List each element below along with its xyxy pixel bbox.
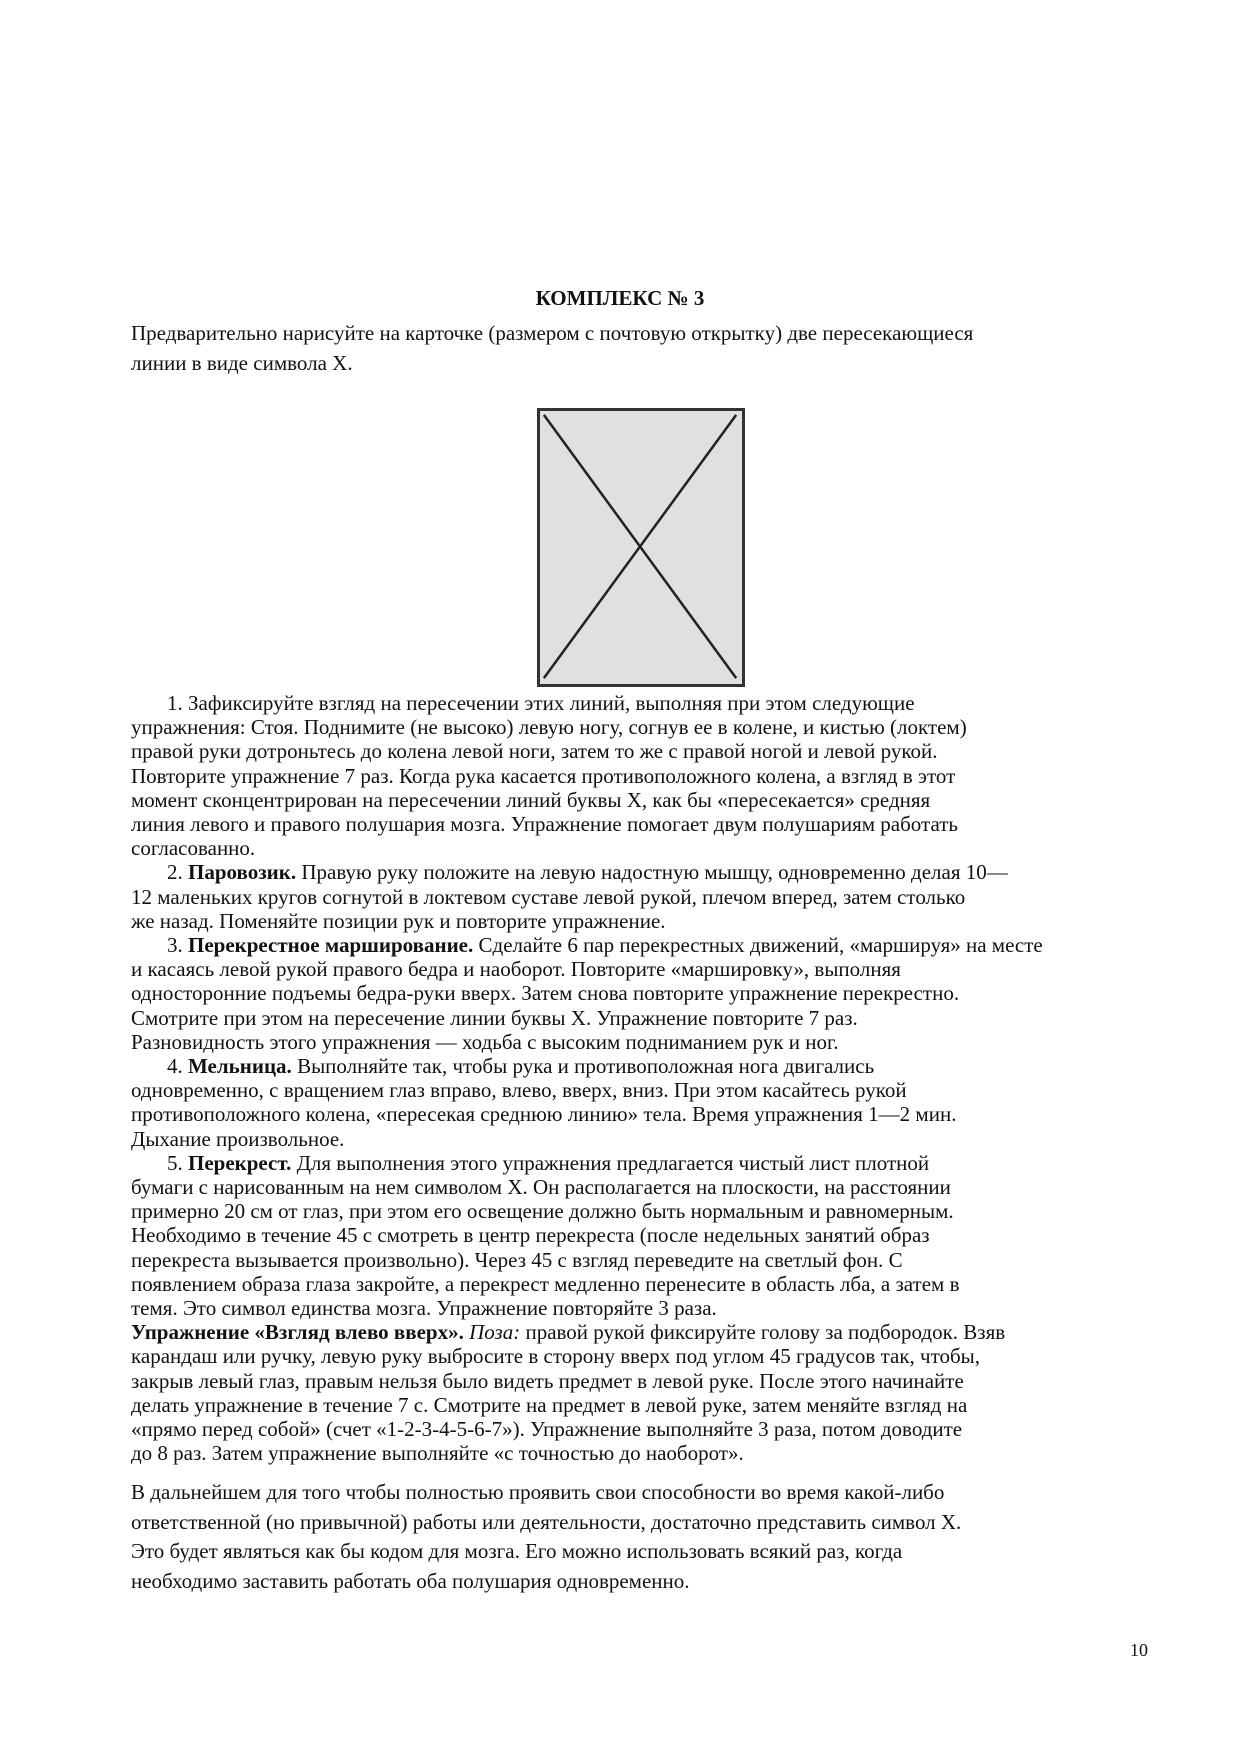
exercise-5 xyxy=(131,1151,1131,1320)
exercises-section xyxy=(131,691,1131,1466)
text-line: 2. Паровозик. Правую руку положите на левую надостную мышцу, одновременно делая 10— xyxy=(167,860,1008,885)
exercise-number: 3. xyxy=(167,933,183,958)
text-line: до 8 раз. Затем упражнение выполняйте «с точностью до наоборот». xyxy=(131,1441,744,1466)
intro-paragraph xyxy=(131,318,1131,378)
text-line: линии в виде символа X. xyxy=(131,351,353,375)
exercise-4 xyxy=(131,1054,1131,1151)
text-line: В дальнейшем для того чтобы полностью проявить свои способности во время какой-либо xyxy=(131,1480,945,1504)
text-line: бумаги с нарисованным на нем символом X. Он располагается на плоскости, на расстоянии xyxy=(131,1175,951,1200)
text-line: Разновидность этого упражнения — ходьба с высоким подниманием рук и ног. xyxy=(131,1029,839,1054)
gaze-exercise xyxy=(131,1320,1131,1465)
exercise-number: 1. xyxy=(167,691,183,715)
text-line: 1. Зафиксируйте взгляд на пересечении этих линий, выполняя при этом следующие xyxy=(167,691,915,715)
text-line: односторонние подъемы бедра-руки вверх. Затем снова повторите упражнение перекрестно. xyxy=(131,981,960,1006)
x-symbol-card-figure xyxy=(537,408,745,687)
text-line: Дыхание произвольное. xyxy=(131,1126,345,1151)
text-line: упражнения: Стоя. Поднимите (не высоко) левую ногу, согнув ее в колене, и кистью (локтем) xyxy=(131,715,967,740)
exercise-name: Упражнение «Взгляд влево вверх». xyxy=(131,1320,464,1345)
exercise-1 xyxy=(131,691,1131,860)
pose-label: Поза: xyxy=(469,1320,521,1345)
text-line: 12 маленьких кругов согнутой в локтевом суставе левой рукой, плечом вперед, затем столько xyxy=(131,884,966,909)
conclusion-paragraph xyxy=(131,1478,1131,1596)
text-line: карандаш или ручку, левую руку выбросите в сторону вверх под углом 45 градусов так, чтобы, xyxy=(131,1344,981,1369)
text-line: и касаясь левой рукой правого бедра и наоборот. Повторите «маршировку», выполняя xyxy=(131,957,901,982)
text-line: примерно 20 см от глаз, при этом его освещение должно быть нормальным и равномерным. xyxy=(131,1199,954,1224)
text-line: ответственной (но привычной) работы или деятельности, достаточно представить символ X. xyxy=(131,1509,962,1534)
page-number: 10 xyxy=(1130,1640,1148,1660)
text-line: 3. Перекрестное марширование. Сделайте 6 пар перекрестных движений, «маршируя» на месте xyxy=(167,933,1043,958)
text-line: согласованно. xyxy=(131,836,256,861)
text-line: делать упражнение в течение 7 с. Смотрите на предмет в левой руке, затем меняйте взгляд на xyxy=(131,1392,968,1417)
x-cross-icon xyxy=(540,411,742,684)
text-line: «прямо перед собой» (счет «1-2-3-4-5-6-7»). Упражнение выполняйте 3 раза, потом доводите xyxy=(131,1417,963,1442)
text-line: одновременно, с вращением глаз вправо, влево, вверх, вниз. При этом касайтесь рукой xyxy=(131,1078,907,1103)
text-line: момент сконцентрирован на пересечении линий буквы X, как бы «пересекается» средняя xyxy=(131,787,931,812)
text-line: темя. Это символ единства мозга. Упражнение повторяйте 3 раза. xyxy=(131,1296,717,1321)
text-line: необходимо заставить работать оба полушария одновременно. xyxy=(131,1568,690,1593)
text-line: правой руки дотроньтесь до колена левой ноги, затем то же с правой ногой и левой рукой. xyxy=(131,739,938,764)
text-line: Необходимо в течение 45 с смотреть в центр перекреста (после недельных занятий образ xyxy=(131,1223,930,1248)
text-line: 4. Мельница. Выполняйте так, чтобы рука и противоположная нога двигались xyxy=(167,1054,875,1079)
exercise-3 xyxy=(131,933,1131,1054)
text-line: Упражнение «Взгляд влево вверх». Поза: правой рукой фиксируйте голову за подбородок. Взяв xyxy=(131,1320,1006,1345)
text-line: противоположного колена, «пересекая среднюю линию» тела. Время упражнения 1—2 мин. xyxy=(131,1102,957,1127)
text-line: же назад. Поменяйте позиции рук и повторите упражнение. xyxy=(131,908,666,933)
exercise-name: Перекрестное марширование. xyxy=(188,933,474,958)
exercise-name: Мельница. xyxy=(188,1054,292,1079)
exercise-number: 5. xyxy=(167,1150,183,1175)
text-line: Повторите упражнение 7 раз. Когда рука касается противоположного колена, а взгляд в этот xyxy=(131,763,956,788)
exercise-2 xyxy=(131,860,1131,933)
exercise-name: Паровозик. xyxy=(188,860,297,885)
text-line: Предварительно нарисуйте на карточке (размером с почтовую открытку) две пересекающиеся xyxy=(131,321,974,345)
text-line: 5. Перекрест. Для выполнения этого упражнения предлагается чистый лист плотной xyxy=(167,1150,930,1175)
text-line: линия левого и правого полушария мозга. Упражнение помогает двум полушариям работать xyxy=(131,812,958,837)
text-line: закрыв левый глаз, правым нельзя было видеть предмет в левой руке. После этого начинайте xyxy=(131,1368,964,1393)
text-line: Смотрите при этом на пересечение линии буквы X. Упражнение повторите 7 раз. xyxy=(131,1005,858,1030)
text-line: появлением образа глаза закройте, а перекрест медленно перенесите в область лба, а затем в xyxy=(131,1271,960,1296)
exercise-number: 2. xyxy=(167,860,183,885)
page-title: КОМПЛЕКС № 3 xyxy=(535,286,705,310)
exercise-number: 4. xyxy=(167,1054,183,1079)
text-line: Это будет являться как бы кодом для мозга. Его можно использовать всякий раз, когда xyxy=(131,1539,903,1563)
text-line: перекреста вызывается произвольно). Через 45 с взгляд переведите на светлый фон. С xyxy=(131,1247,903,1272)
exercise-name: Перекрест. xyxy=(188,1150,292,1175)
